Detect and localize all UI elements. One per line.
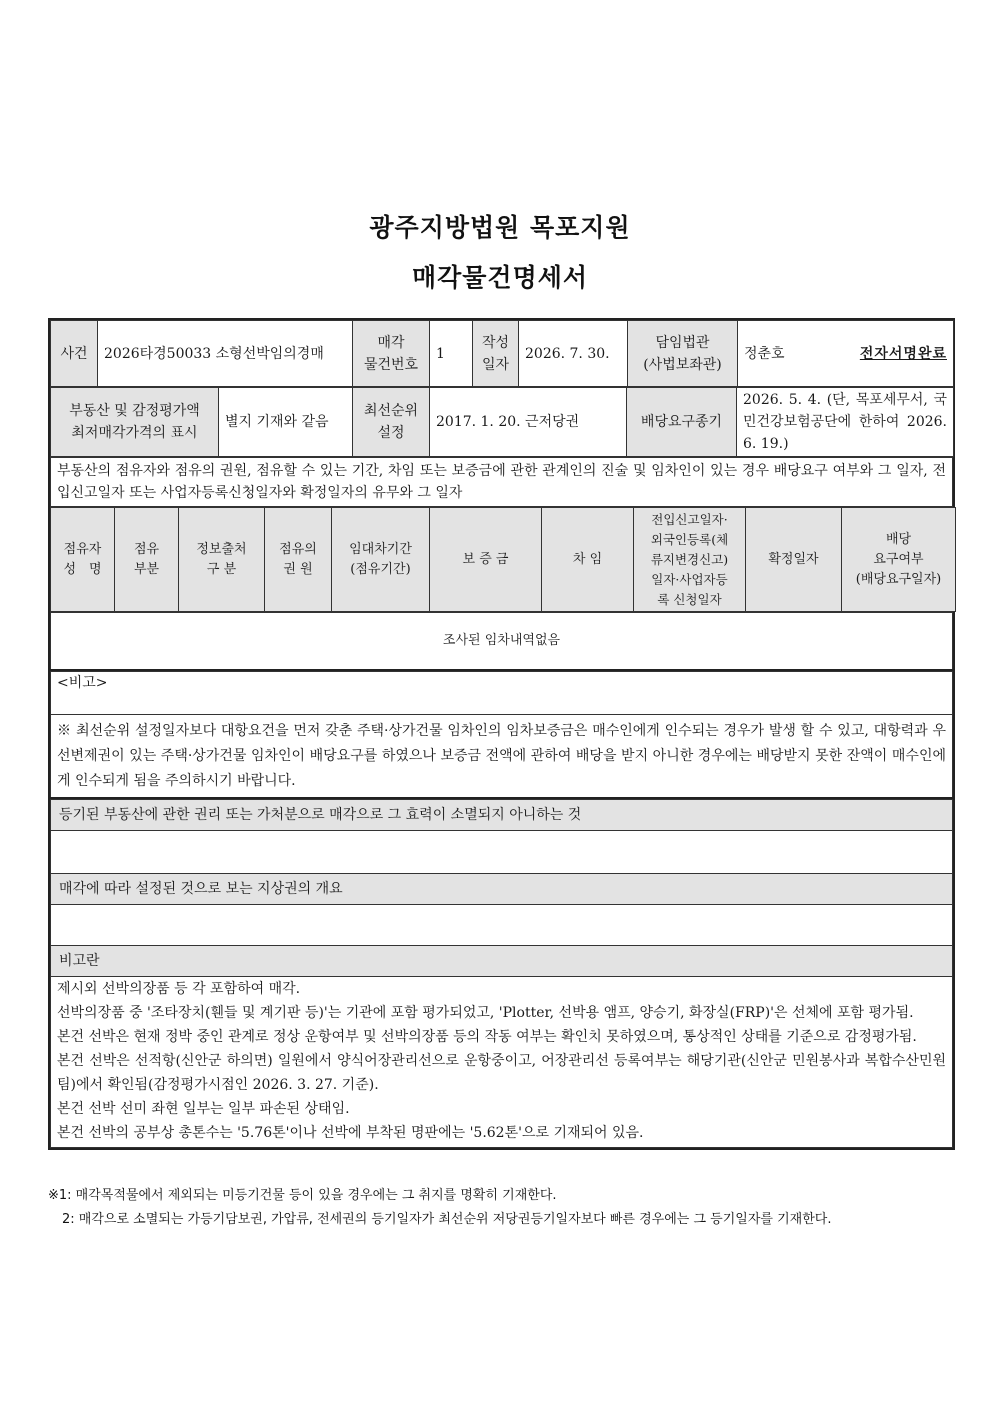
case-label: 사건: [51, 321, 98, 387]
note-item: 제시외 선박의장품 등 각 포함하여 매각.: [57, 981, 301, 997]
note-item: 선박의장품 중 '조타장치(휀들 및 계기판 등)'는 기관에 포함 평가되었고, 'Plotter, 선박용 앰프, 양승기, 화장실(FRP)'은 선체에 포함 평가됨.: [57, 1005, 914, 1021]
col-fixed-date: 확정일자: [746, 508, 842, 612]
col-lease-period: 임대차기간 (점유기간): [332, 508, 430, 612]
col-registration-date: 전입신고일자· 외국인등록(체 류지변경신고) 일자·사업자등 록 신청일자: [634, 508, 746, 612]
surface-right-label: 매각에 따라 설정된 것으로 보는 지상권의 개요: [51, 874, 953, 905]
document-title: 매각물건명세서: [411, 263, 589, 292]
note-item: 본건 선박은 선적항(신안군 하의면) 일원에서 양식어장관리선으로 운항중이고, 어장관리선 등록여부는 해당기관(신안군 민원봉사과 복합수산민원팀)에서 확인됨(감정평가시점인 2026. 3. 27. 기준).: [57, 1053, 946, 1093]
property-label: 부동산 및 감정평가액 최저매각가격의 표시: [51, 388, 219, 457]
notes-content: [51, 977, 953, 1148]
item-number-label: 매각 물건번호: [353, 321, 430, 387]
priority-value: 2017. 1. 20. 근저당권: [430, 388, 627, 457]
col-deposit: 보 증 금: [430, 508, 542, 612]
note-item: 본건 선박의 공부상 총톤수는 '5.76톤'이나 선박에 부착된 명판에는 '5.62톤'으로 기재되어 있음.: [57, 1125, 644, 1141]
court-name: 광주지방법원 목포지원: [369, 213, 631, 242]
col-rent: 차 임: [542, 508, 634, 612]
occupancy-columns-table: [50, 507, 956, 612]
col-info-source: 정보출처 구 분: [179, 508, 265, 612]
written-date-value: 2026. 7. 30.: [519, 321, 628, 387]
electronic-signature: 전자서명완료: [859, 345, 947, 362]
priority-label: 최선순위 설정: [353, 388, 430, 457]
note-item: 본건 선박은 현재 정박 중인 관계로 정상 운항여부 및 선박의장품 등의 작동 여부는 확인치 못하였으며, 통상적인 상태를 기준으로 감정평가됨.: [57, 1029, 917, 1045]
sale-item-statement-form: [48, 318, 955, 1150]
col-occupant-name: 점유자 성 명: [51, 508, 115, 612]
occupancy-data-table: [50, 612, 953, 671]
judge-cell: [738, 321, 954, 387]
occupancy-statement: 부동산의 점유자와 점유의 권원, 점유할 수 있는 기간, 차임 또는 보증금에 관한 관계인의 진술 및 임차인이 있는 경우 배당요구 여부와 그 일자, 전입신고일자 또는 사업자등록신청일자와 확정일자의 유무와 그 일자: [51, 458, 953, 507]
no-lease-record: 조사된 임차내역없음: [51, 613, 953, 671]
rights-value: [51, 831, 953, 874]
judge-name: 정춘호: [744, 345, 785, 362]
notes-label: 비고란: [51, 946, 953, 977]
remarks-table: [50, 671, 953, 799]
property-value: 별지 기재와 같음: [219, 388, 353, 457]
written-date-label: 작성 일자: [473, 321, 519, 387]
item-number-value: 1: [430, 321, 473, 387]
col-occupied-part: 점유 부분: [115, 508, 179, 612]
rights-label: 등기된 부동산에 관한 권리 또는 가처분으로 매각으로 그 효력이 소멸되지 아니하는 것: [51, 800, 953, 831]
surface-right-value: [51, 905, 953, 946]
property-info-table: [50, 387, 954, 457]
judge-label: 담임법관 (사법보좌관): [628, 321, 738, 387]
col-occupancy-right: 점유의 권 원: [265, 508, 332, 612]
dividend-deadline-value: 2026. 5. 4. (단, 목포세무서, 국민건강보험공단에 한하여 2026. 6. 19.): [737, 388, 954, 457]
case-value: 2026타경50033 소형선박임의경매: [98, 321, 353, 387]
col-dividend-request: 배당 요구여부 (배당요구일자): [842, 508, 956, 612]
note-item: 본건 선박 선미 좌현 일부는 일부 파손된 상태임.: [57, 1101, 350, 1117]
dividend-deadline-label: 배당요구종기: [627, 388, 737, 457]
rights-table: [50, 799, 953, 1148]
remarks-label: <비고>: [51, 672, 953, 715]
footnote-2: 2: 매각으로 소멸되는 가등기담보권, 가압류, 전세권의 등기일자가 최선순위 저당권등기일자보다 빠른 경우에는 그 등기일자를 기재한다.: [62, 1212, 832, 1227]
occupancy-statement-table: [50, 457, 953, 507]
footnote-1: ※1: 매각목적물에서 제외되는 미등기건물 등이 있을 경우에는 그 취지를 명확히 기재한다.: [48, 1188, 557, 1203]
remarks-warning: ※ 최선순위 설정일자보다 대항요건을 먼저 갖춘 주택·상가건물 임차인의 임차보증금은 매수인에게 인수되는 경우가 발생 할 수 있고, 대항력과 우선변제권이 있는 주택·상가건물 임차인이 배당요구를 하였으나 보증금 전액에 관하여 배당을 받지 아니한 경우에는 배당받지 못한 잔액이 매수인에게 인수되게 됨을 주의하시기 바랍니다.: [51, 715, 953, 799]
case-header-table: [50, 320, 954, 387]
